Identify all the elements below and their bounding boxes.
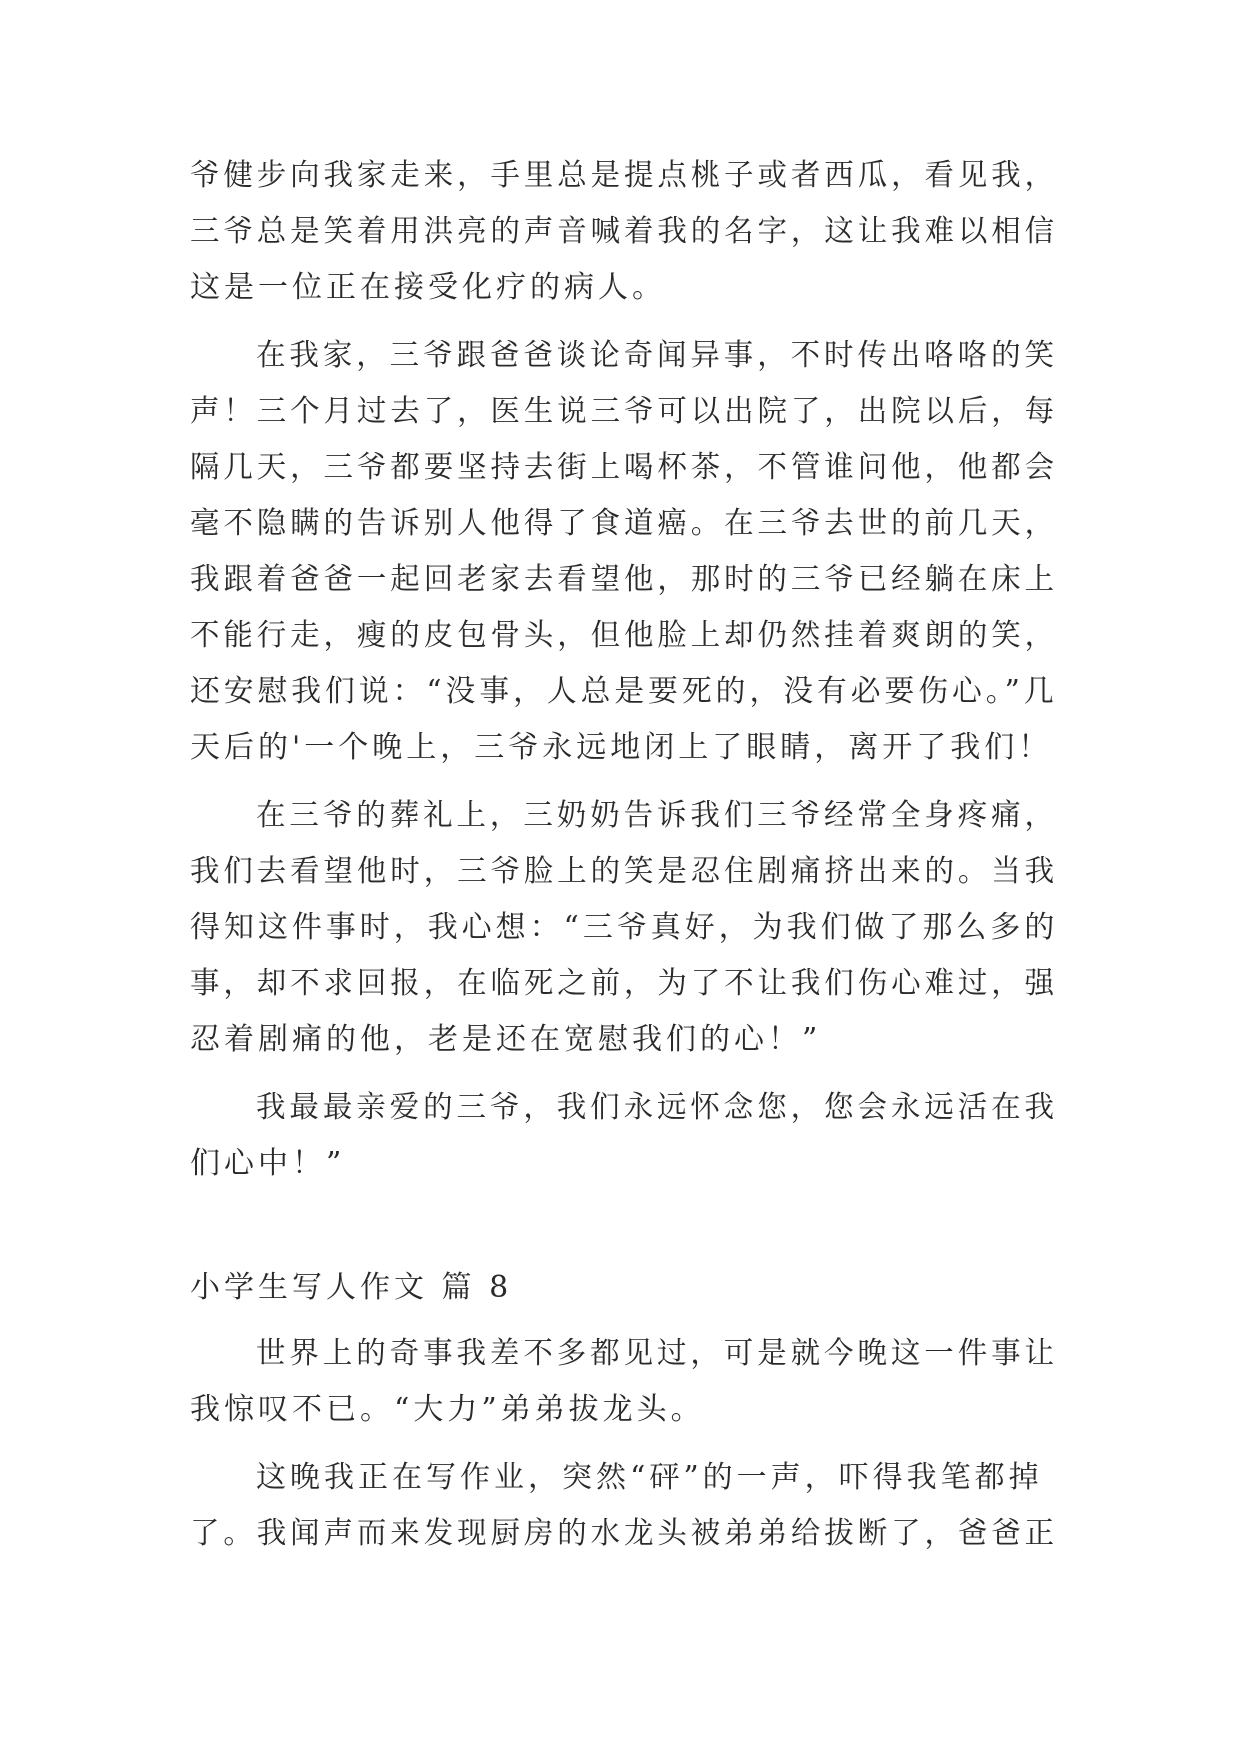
text-line: 我最最亲爱的三爷，我们永远怀念您，您会永远活在我 — [256, 1090, 1058, 1125]
section-heading: 小学生写人作文 篇 8 — [190, 1270, 513, 1305]
text-line: 三爷总是笑着用洪亮的声音喊着我的名字，这让我难以相信 — [190, 214, 1058, 249]
text-line: 在我家，三爷跟爸爸谈论奇闻异事，不时传出咯咯的笑 — [256, 338, 1058, 373]
text-line: 这是一位正在接受化疗的病人。 — [190, 270, 666, 305]
text-line: 事，却不求回报，在临死之前，为了不让我们伤心难过，强 — [190, 966, 1058, 1001]
text-line: 忍着剧痛的他，老是还在宽慰我们的心！” — [190, 1022, 822, 1057]
text-line: 隔几天，三爷都要坚持去街上喝杯茶，不管谁问他，他都会 — [190, 450, 1058, 485]
text-line: 不能行走，瘦的皮包骨头，但他脸上却仍然挂着爽朗的笑， — [190, 618, 1058, 653]
text-line: 世界上的奇事我差不多都见过，可是就今晚这一件事让 — [256, 1336, 1058, 1371]
text-line: 天后的'一个晚上，三爷永远地闭上了眼睛，离开了我们！ — [190, 730, 1053, 765]
text-line: 爷健步向我家走来，手里总是提点桃子或者西瓜，看见我， — [190, 158, 1058, 193]
text-line: 们心中！” — [190, 1146, 346, 1181]
text-line: 我惊叹不已。“大力”弟弟拔龙头。 — [190, 1392, 705, 1427]
text-line: 我跟着爸爸一起回老家去看望他，那时的三爷已经躺在床上 — [190, 562, 1058, 597]
text-line: 了。我闻声而来发现厨房的水龙头被弟弟给拔断了，爸爸正 — [190, 1516, 1058, 1551]
text-line: 在三爷的葬礼上，三奶奶告诉我们三爷经常全身疼痛， — [256, 798, 1058, 833]
text-line: 毫不隐瞒的告诉别人他得了食道癌。在三爷去世的前几天， — [190, 506, 1058, 541]
text-line: 得知这件事时，我心想：“三爷真好，为我们做了那么多的 — [190, 910, 1059, 945]
text-line: 还安慰我们说：“没事，人总是要死的，没有必要伤心。”几 — [190, 674, 1058, 709]
text-line: 我们去看望他时，三爷脸上的笑是忍住剧痛挤出来的。当我 — [190, 854, 1058, 889]
text-line: 声！三个月过去了，医生说三爷可以出院了，出院以后，每 — [190, 394, 1058, 429]
text-line: 这晚我正在写作业，突然“砰”的一声，吓得我笔都掉 — [256, 1460, 1043, 1495]
